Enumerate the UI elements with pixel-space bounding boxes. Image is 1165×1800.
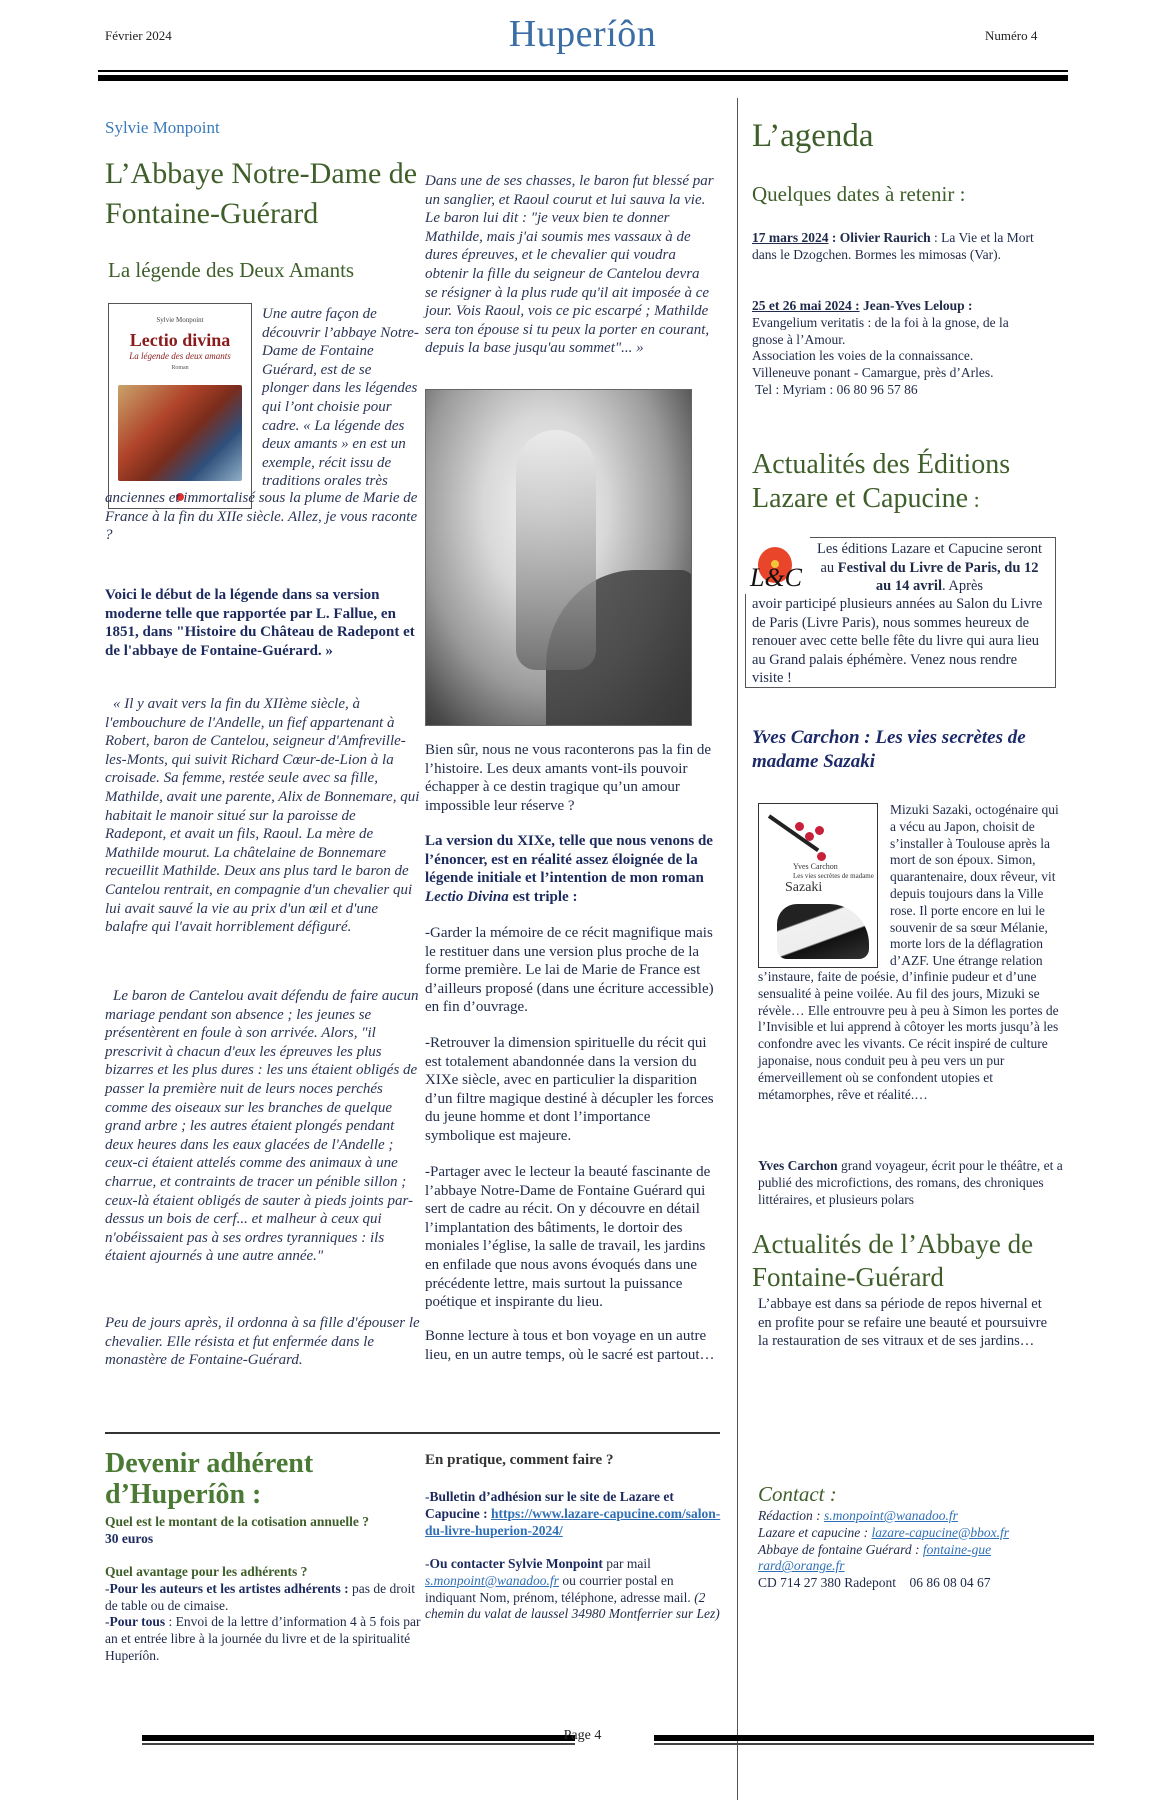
cover-illustration — [777, 904, 869, 959]
cover-title-big: Sazaki — [785, 880, 823, 895]
issue-number: Numéro 4 — [985, 28, 1038, 43]
membership-fee-question: Quel est le montant de la cotisation annuelle ? — [105, 1514, 369, 1529]
intention-garder: -Garder la mémoire de ce récit magnifique mais le restituer dans une version plus proche de la forme première. Le lai de Marie de France est d’ailleurs proposé (dans une écriture accessible) en fin d’ouvrage. — [425, 925, 714, 1016]
bulletin-link[interactable]: https://www.lazare-capucine.com/salon-du-livre-huperion-2024/ — [425, 1505, 721, 1538]
editions-title-text: Actualités des Éditions Lazare et Capucine — [752, 449, 1011, 514]
article-intro-continued: anciennes et immortalisé sous la plume de Marie de France à la fin du XIIe siècle. Allez, je vous raconte ? — [105, 490, 418, 544]
event-1-text: : La Vie et la Mort dans le Dzogchen. Bormes les mimosas (Var). — [752, 230, 1034, 262]
editions-news-lead — [812, 540, 1047, 596]
contact-postal: ou courrier postal en indiquant Nom, prénom, téléphone, adresse mail. — [425, 1572, 695, 1605]
contact-email-abbaye[interactable]: fontaine-guerard@orange.fr — [758, 1541, 992, 1574]
legend-paragraph-1: « Il y avait vers la fin du XIIème siècle, à l'embouchure de l'Andelle, un fief appartenant à Robert, baron de Cantelou, seigneur d'Amfreville-les-Monts, qui suivit Richard Cœur-de-Lion à la croisade. Sa femme, restée seule avec sa fille, Mathilde, avait une parente, Alix de Bonnemare, qui habitait le manoir situé sur la paroisse de Radepont, et avait un fils, Raoul. La mère de Mathilde mourut. La châtelaine de Bonnemare recueillit Mathilde. Deux ans plus tard le baron de Cantelou rentrait, en compagnie d'un chevalier qui lui avait sauvé la vie au prix d'un œil et d'une balafre qui l'avait horriblement défiguré. — [105, 696, 420, 936]
membership-benefits — [105, 1564, 425, 1665]
contact-email-link[interactable]: s.monpoint@wanadoo.fr — [425, 1572, 559, 1588]
sazaki-summary-continued: s’instaure, faite de poésie, d’infinie pudeur et d’une sensualité à peine voilée. Au fil des jours, Mizuki se révèle… Elle entrouvre peu à peu à Simon les portes de l’Invisible et lui apprend à côtoyer les morts jusqu’à les confondre avec les vivants. Ce récit inspiré de culture japonaise, nous conduit peu à peu vers un pur émerveillement où se confondent utopies et métamorphes, rêve et réalité.… — [758, 969, 1059, 1102]
event-2-phone: Tel : Myriam : 06 80 96 57 86 — [752, 381, 918, 397]
event-1-person: Olivier Raurich — [839, 230, 931, 245]
contact-title: Contact : — [758, 1482, 837, 1506]
event-2-line: Association les voies de la connaissance. — [752, 348, 974, 364]
festival-name: Festival du Livre de Paris, du 12 au 14 avril — [837, 559, 1039, 595]
event-2-line: Villeneuve ponant - Camargue, près d’Arles. — [752, 365, 994, 381]
contact-by-mail: par mail — [602, 1556, 651, 1571]
practical-bulletin: -Bulletin d’adhésion sur le site de Lazare et Capucine : https://www.lazare-capucine.com/salon-du-livre-huperion-2024/ — [425, 1489, 721, 1538]
lazare-capucine-logo-icon — [750, 545, 803, 592]
section-divider — [105, 1432, 720, 1434]
book-cover-lectio-divina — [108, 303, 252, 509]
header-rule-thin — [98, 70, 1068, 72]
book-cover-author: Sylvie Monpoint — [156, 316, 204, 324]
intention-text-b: est triple : — [508, 888, 578, 905]
benefit-all-label: Pour tous — [109, 1614, 166, 1630]
article-intro: Une autre façon de découvrir l’abbaye Notre-Dame de Fontaine Guérard, est de se plonger dans les légendes qui l’ont choisie pour cadre. « La légende des deux amants » en est un exemple, récit issu de traditions orales très — [262, 306, 419, 490]
cover-author: Yves Carchon — [793, 862, 838, 871]
contact-address: (2 chemin du valat de laussel 34980 Montferrier sur Lez) — [425, 1589, 720, 1622]
event-1-date: 17 mars 2024 — [752, 230, 829, 245]
lc-logo-letters: L&C — [750, 563, 803, 592]
practical-title: En pratique, comment faire ? — [425, 1452, 614, 1468]
abbaye-news-text: L’abbaye est dans sa période de repos hivernal et en profite pour se refaire une beauté et poursuivre la restauration de ses vitraux et de ses jardins… — [758, 1296, 1048, 1350]
event-2-person: Jean-Yves Leloup — [862, 298, 965, 313]
article-subtitle: La légende des Deux Amants — [108, 258, 355, 282]
benefit-all-text: : Envoi de la lettre d’information 4 à 5 fois par an et entrée libre à la journée du livre et de la spiritualité Huperíôn. — [105, 1614, 421, 1663]
event-2-colon: : — [964, 298, 973, 313]
article-paragraph-ending: Bien sûr, nous ne vous raconterons pas la fin de l’histoire. Les deux amants vont-ils pouvoir échapper à ce destin tragique qu’un amour impossible leur réserve ? — [425, 742, 712, 814]
contact-row-abbaye — [758, 1542, 993, 1576]
bulletin-label: Bulletin d’adhésion sur le site de Lazare et Capucine : — [425, 1489, 674, 1521]
agenda-event-2 — [752, 298, 1042, 399]
issue-date: Février 2024 — [105, 28, 172, 43]
bio-name: Yves Carchon — [758, 1158, 838, 1173]
contact-email-redaction[interactable]: s.monpoint@wanadoo.fr — [823, 1508, 958, 1523]
book-cover-title: Lectio divina — [129, 330, 231, 350]
benefit-authors-label: Pour les auteurs et les artistes adhérents : — [109, 1580, 349, 1596]
book-cover-sazaki — [758, 803, 878, 968]
article-paragraph-intention — [425, 832, 720, 906]
contact-address: CD 714 27 380 Radepont 06 86 08 04 67 — [758, 1575, 991, 1591]
event-2-date: 25 et 26 mai 2024 : — [752, 298, 860, 313]
engraving-figures — [516, 430, 596, 670]
contact-person-label: Ou contacter Sylvie Monpoint — [429, 1556, 603, 1571]
membership-title: Devenir adhérent d’Huperíôn : — [105, 1448, 314, 1510]
agenda-event-1 — [752, 230, 1042, 264]
benefit-authors-text: pas de droit de table ou de cimaise. — [105, 1580, 415, 1613]
agenda-title: L’agenda — [752, 118, 874, 154]
contact-row-redaction — [758, 1508, 1063, 1525]
intention-text-a: La version du XIXe, telle que nous venons de l’énoncer, est en réalité assez éloignée de la légende initiale et l’intention de mon roman — [425, 833, 713, 887]
membership-fee — [105, 1514, 425, 1548]
column-divider — [737, 98, 738, 1800]
legend-paragraph-4: Dans une de ses chasses, le baron fut blessé par un sanglier, et Raoul courut et lui sauva la vie. Le baron lui dit : "je veux bien te donner Mathilde, mais j'ai soumis mes vassaux à de dures épreuves, et le chevalier qui voudra obtenir la fille du seigneur de Cantelou devra se résigner à la plus rude qu'il ait imposée à ce jour. Vois Raoul, vois ce pic escarpé ; Mathilde sera ton épouse si tu peux la porter en courant, depuis la base jusqu'au sommet"... » — [425, 173, 714, 357]
editions-news-box — [745, 537, 1057, 687]
sazaki-summary: Mizuki Sazaki, octogénaire qui a vécu au Japon, choisit de s’installer à Toulouse après la mort de son époux. Simon, quarantenaire, doux rêveur, vit depuis toujours dans la Ville rose. Il porte encore en lui le souvenir de sa sœur Mélanie, morte lors de la déflagration d’AZF. Une étrange relation — [890, 802, 1059, 969]
editions-news-body: avoir participé plusieurs années au Salon du Livre de Paris (Livre Paris), nous sommes heureux de renouer avec cette belle fête du livre qui aura lieu au Grand palais éphémère. Venez nous rendre visite ! — [752, 596, 1043, 687]
contact-email-lazare[interactable]: lazare-capucine@bbox.fr — [871, 1524, 1009, 1540]
legend-paragraph-2: Le baron de Cantelou avait défendu de faire aucun mariage pendant son absence ; les jeunes se présentèrent en foule à son arrivée. Alors, "il prescrivit à chacun d'eux les épreuves les plus bizarres et les plus dures : les uns étaient obligés de passer la première nuit de leurs noces perchés comme des oiseaux sur les branches de quelque grand arbre ; les autres étaient plongés pendant deux heures dans les eaux glacées de l'Andelle ; ceux-ci étaient attelés comme des animaux à une charrue, et contraints de tracer un pénible sillon ; ceux-là étaient obligés de sauter à pieds joints par-dessus un bois de cerf... et malheur à ceux qui n'obéissaient pas à ses ordres tyranniques : ils étaient ajournés à une autre année." — [105, 988, 419, 1265]
legend-paragraph-3: Peu de jours après, il ordonna à sa fille d'épouser le chevalier. Elle résista et fut enfermée dans le monastère de Fontaine-Guérard. — [105, 1315, 420, 1369]
intention-book-title: Lectio Divina — [425, 888, 509, 905]
editions-text-b: . Après — [941, 578, 984, 595]
article-title: L’Abbaye Notre-Dame de Fontaine-Guérard — [105, 157, 418, 230]
masthead-title: Huperíôn — [508, 13, 657, 55]
membership-benefits-question: Quel avantage pour les adhérents ? — [105, 1564, 308, 1579]
contact-label: Lazare et capucine : — [758, 1524, 872, 1540]
practical-contact: -Ou contacter Sylvie Monpoint par mail s.monpoint@wanadoo.fr ou courrier postal en indiquant Nom, prénom, téléphone, adresse mail. (2 chemin du valat de laussel 34980 Montferrier sur Lez) — [425, 1556, 720, 1622]
contact-row-lazare — [758, 1525, 1063, 1542]
yves-carchon-title: Yves Carchon : Les vies secrètes de madame Sazaki — [752, 727, 1026, 772]
intention-retrouver: -Retrouver la dimension spirituelle du récit qui est totalement abandonnée dans la version du XIXe siècle, avec en particulier la disparition d’un filtre magique destiné à décupler les forces du jeune homme et dont l’importance symbolique est majeure. — [425, 1035, 714, 1144]
book-cover-subtitle: La légende des deux amants — [129, 351, 231, 361]
engraving-two-lovers-image — [425, 389, 692, 726]
article-author: Sylvie Monpoint — [105, 118, 220, 137]
event-1-sep: : — [828, 230, 840, 245]
contact-label: Abbaye de fontaine Guérard : — [758, 1541, 923, 1557]
abbaye-news-title: Actualités de l’Abbaye de Fontaine-Guérard — [752, 1229, 1034, 1292]
cover-title-small: Les vies secrètes de madame — [793, 872, 874, 880]
book-cover-illustration — [118, 385, 242, 481]
article-closing: Bonne lecture à tous et bon voyage en un autre lieu, en un autre temps, où le sacré est partout… — [425, 1328, 715, 1363]
article-quote-intro: Voici le début de la légende dans sa version moderne telle que rapportée par L. Fallue, en 1851, dans "Histoire du Château de Radepont et de l'abbaye de Fontaine-Guérard. » — [105, 587, 415, 659]
book-cover-genre: Roman — [171, 365, 189, 371]
contact-label: Rédaction : — [758, 1508, 824, 1523]
page-number: Page 4 — [563, 1728, 602, 1743]
contact-list — [758, 1508, 1063, 1592]
editions-title-colon: : — [968, 487, 980, 512]
event-2-line: Evangelium veritatis : de la foi à la gnose, de la gnose à l’Amour. — [752, 314, 1009, 347]
benefit-authors: -Pour les auteurs et les artistes adhérents : pas de droit de table ou de cimaise. — [105, 1580, 415, 1613]
benefit-all: -Pour tous : Envoi de la lettre d’information 4 à 5 fois par an et entrée libre à la journée du livre et de la spiritualité Huperíôn. — [105, 1614, 421, 1663]
editions-text-a: Les éditions Lazare et Capucine seront au — [816, 541, 1043, 576]
editions-title — [752, 448, 1052, 517]
header-rule-thick — [98, 75, 1068, 81]
membership-fee-answer: 30 euros — [105, 1530, 154, 1546]
bio-text: grand voyageur, écrit pour le théâtre, et a publié des microfictions, des romans, des chroniques littéraires, et plusieurs polars — [758, 1158, 1063, 1207]
intention-partager: -Partager avec le lecteur la beauté fascinante de l’abbaye Notre-Dame de Fontaine Guérard qui sert de cadre au récit. On y découvre en détail l’implantation des bâtiments, le dortoir des moniales l’église, la salle de travail, les jardins en enfilade que nous avons évoqués dans une précédente lettre, mais surtout la puissance poétique et inspirante du lieu. — [425, 1164, 711, 1311]
agenda-subtitle: Quelques dates à retenir : — [752, 182, 966, 206]
yves-carchon-bio — [758, 1158, 1063, 1208]
